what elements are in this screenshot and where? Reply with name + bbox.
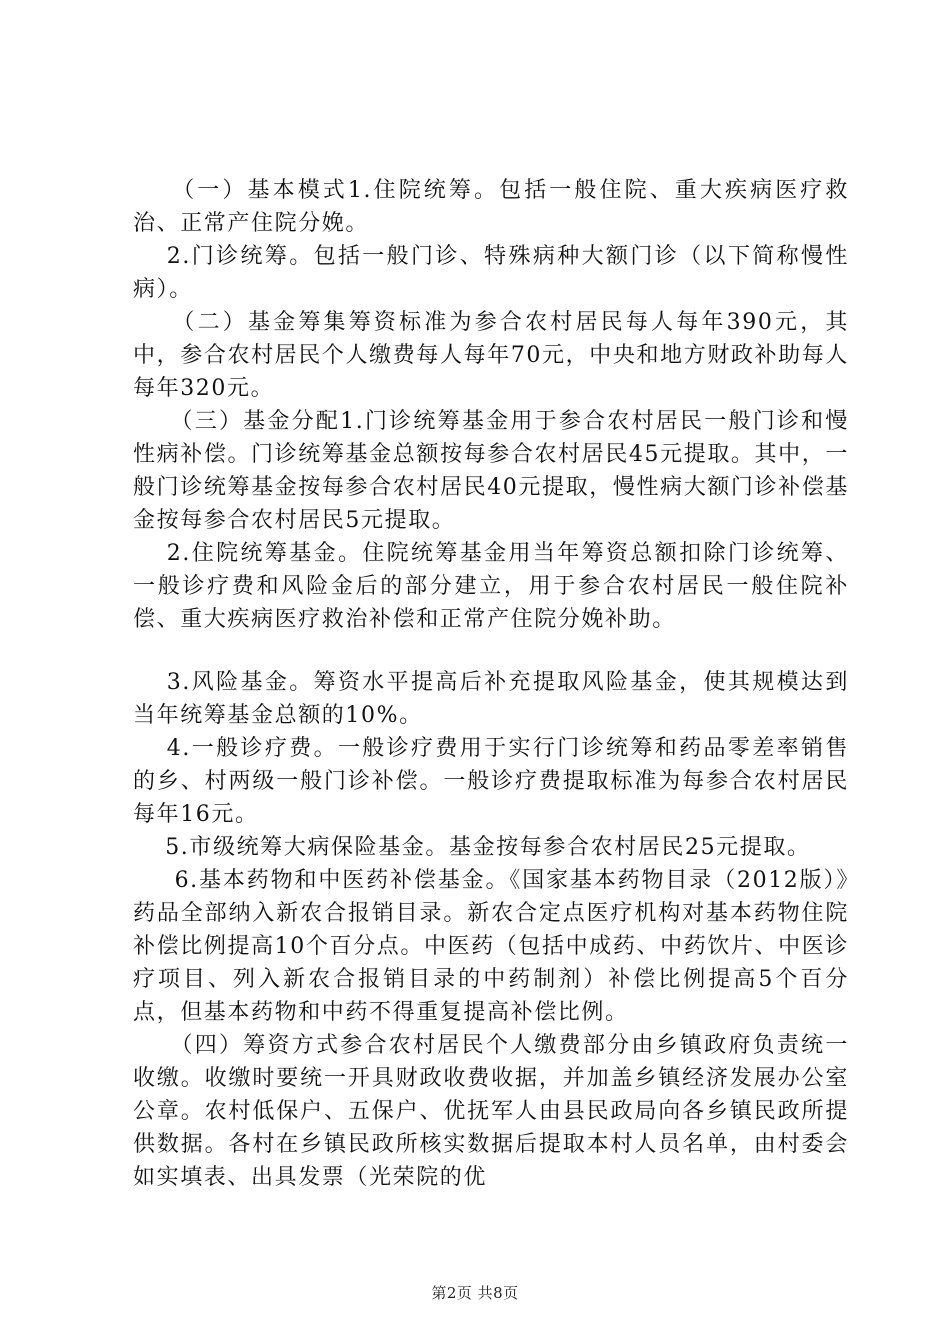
document-body — [133, 174, 849, 1194]
paragraph-essential-drugs-fund: 6.基本药物和中医药补偿基金。《国家基本药物目录（2012版）》药品全部纳入新农合报销目录。新农合定点医疗机构对基本药物住院补偿比例提高10个百分点。中医药（包括中成药、中药饮片、中医诊疗项目、列入新农合报销目录的中药制剂）补偿比例提高5个百分点，但基本药物和中药不得重复提高补偿比例。 — [133, 868, 849, 1025]
paragraph-spacer — [133, 636, 849, 666]
paragraph-fund-allocation: （三）基金分配1.门诊统筹基金用于参合农村居民一般门诊和慢性病补偿。门诊统筹基金总额按每参合农村居民45元提取。其中，一般门诊统筹基金按每参合农村居民40元提取，慢性病大额门诊补偿基金按每参合农村居民5元提取。 — [133, 409, 849, 533]
paragraph-general-diagnosis-fee: 4.一般诊疗费。一般诊疗费用于实行门诊统筹和药品零差率销售的乡、村两级一般门诊补偿。一般诊疗费提取标准为每参合农村居民每年16元。 — [133, 736, 849, 827]
page-number-footer: 第2页 共8页 — [431, 1284, 519, 1302]
paragraph-fund-raising: （二）基金筹集筹资标准为参合农村居民每人每年390元，其中，参合农村居民个人缴费每人每年70元，中央和地方财政补助每人每年320元。 — [133, 310, 849, 401]
paragraph-outpatient-pooling: 2.门诊统筹。包括一般门诊、特殊病种大额门诊（以下简称慢性病）。 — [133, 244, 849, 302]
paragraph-basic-mode: （一）基本模式1.住院统筹。包括一般住院、重大疾病医疗救治、正常产住院分娩。 — [133, 178, 849, 236]
paragraph-risk-fund: 3.风险基金。筹资水平提高后补充提取风险基金，使其规模达到当年统筹基金总额的10%。 — [133, 670, 849, 728]
paragraph-inpatient-fund: 2.住院统筹基金。住院统筹基金用当年筹资总额扣除门诊统筹、一般诊疗费和风险金后的部分建立，用于参合农村居民一般住院补偿、重大疾病医疗救治补偿和正常产住院分娩补助。 — [133, 541, 849, 632]
paragraph-funding-method: （四）筹资方式参合农村居民个人缴费部分由乡镇政府负责统一收缴。收缴时要统一开具财政收费收据，并加盖乡镇经济发展办公室公章。农村低保户、五保户、优抚军人由县民政局向各乡镇民政所提供数据。各村在乡镇民政所核实数据后提取本村人员名单，由村委会如实填表、出具发票（光荣院的优 — [133, 1033, 849, 1190]
paragraph-city-insurance-fund: 5.市级统筹大病保险基金。基金按每参合农村居民25元提取。 — [133, 835, 811, 860]
